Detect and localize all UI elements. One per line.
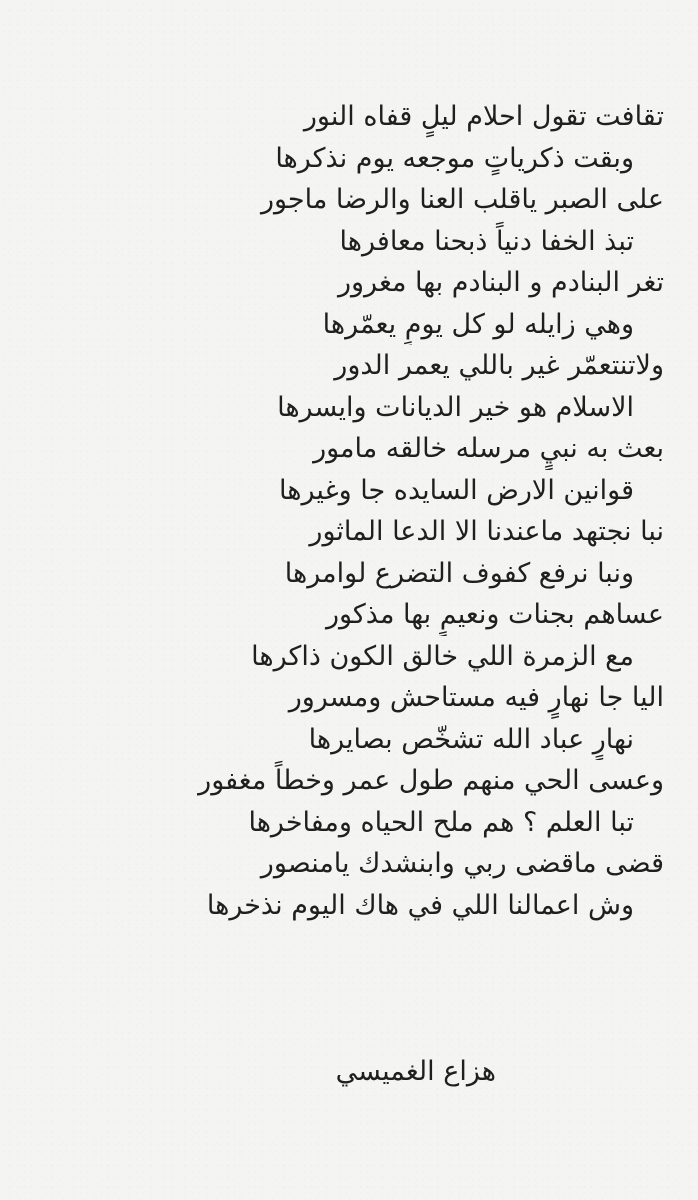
poem-line-9: بعث به نبيٍ مرسله خالقه مامور <box>313 433 664 464</box>
poem-line-20: وش اعمالنا اللي في هاك اليوم نذخرها <box>206 889 634 921</box>
poem-line-3: على الصبر ياقلب العنا والرضا ماجور <box>260 184 664 215</box>
poem-line-10: قوانين الارض السايده جا وغيرها <box>279 474 634 506</box>
poem-line-16: نهارٍ عباد الله تشخّص بصايرها <box>308 723 634 755</box>
poem-line-18: تبا العلم ؟ هم ملح الحياه ومفاخرها <box>248 806 634 838</box>
poem-line-2: وبقت ذكرياتٍ موجعه يوم نذكرها <box>275 142 634 174</box>
poem-line-8: الاسلام هو خير الديانات وايسرها <box>277 391 634 423</box>
poem-line-11: نبا نجتهد ماعندنا الا الدعا الماثور <box>309 516 664 547</box>
poem-text <box>24 96 664 926</box>
poem-line-13: عساهم بجنات ونعيمٍ بها مذكور <box>325 599 664 630</box>
poem-line-4: تبذ الخفا دنياً ذبحنا معافرها <box>339 225 634 257</box>
poem-line-7: ولاتنتعمّر غير باللي يعمر الدور <box>334 350 664 381</box>
poem-line-14: مع الزمرة اللي خالق الكون ذاكرها <box>251 640 634 672</box>
poem-line-5: تغر البنادم و البنادم بها مغرور <box>337 267 664 298</box>
poem-line-12: ونبا نرفع كفوف التضرع لوامرها <box>284 557 634 589</box>
poem-line-15: اليا جا نهارٍ فيه مستاحش ومسرور <box>288 682 664 713</box>
poem-line-19: قضى ماقضى ربي وابنشدك يامنصور <box>260 848 664 879</box>
author-signature: هزاع الغميسي <box>335 1056 496 1087</box>
poem-line-1: تقافت تقول احلام ليلٍ قفاه النور <box>303 101 664 132</box>
poem-line-17: وعسى الحي منهم طول عمر وخطاً مغفور <box>198 765 664 796</box>
poem-line-6: وهي زايله لو كل يومٍ يعمّرها <box>322 308 634 340</box>
